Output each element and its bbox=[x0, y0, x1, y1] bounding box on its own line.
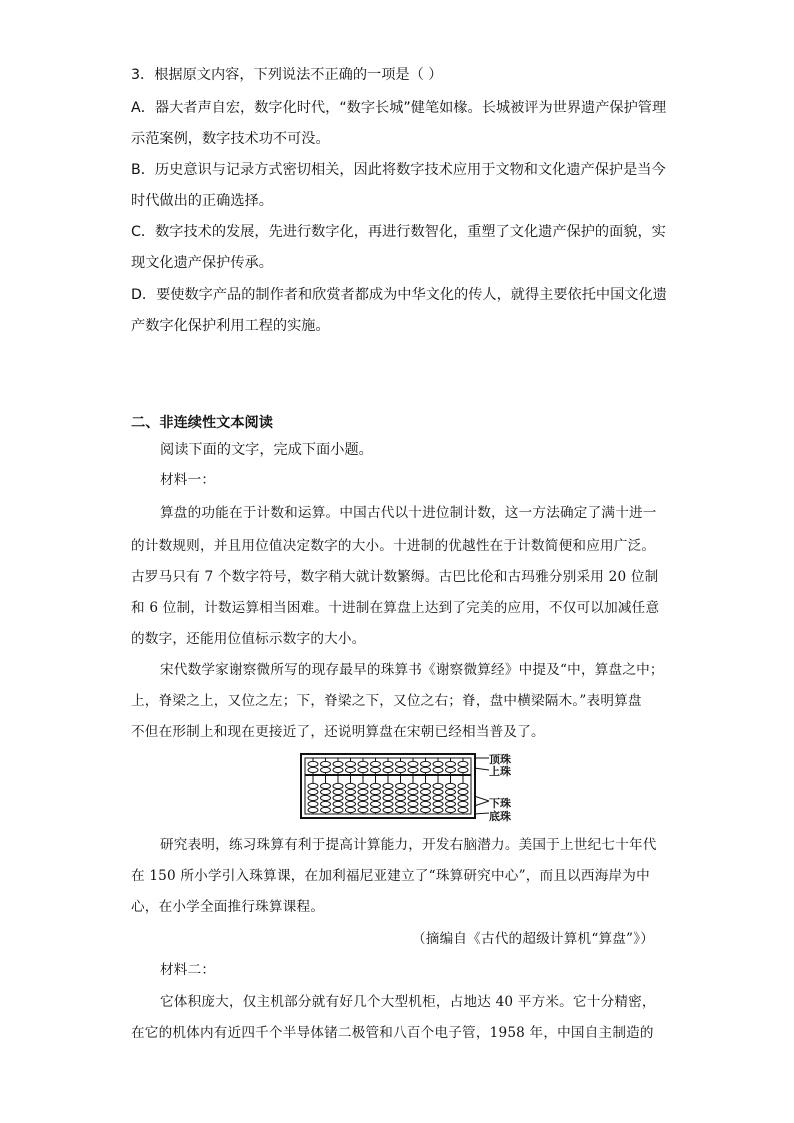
abacus-lower-bead bbox=[408, 789, 418, 794]
abacus-lower-bead bbox=[433, 783, 443, 788]
abacus-lower-bead bbox=[358, 801, 368, 806]
abacus-lower-bead bbox=[371, 795, 381, 800]
abacus-lower-bead bbox=[383, 789, 393, 794]
abacus-upper-bead bbox=[421, 767, 431, 772]
abacus-upper-bead bbox=[421, 761, 431, 766]
option-c-line-1: C．数字技术的发展，先进行数字化，再进行数智化，重塑了文化遗产保护的面貌，实 bbox=[131, 224, 666, 240]
abacus-lower-bead bbox=[408, 801, 418, 806]
abacus-upper-bead bbox=[396, 761, 406, 766]
material1-p1-l3: 古罗马只有 7 个数字符号，数字稍大就计数繁缛。古巴比伦和古玛雅分别采用 20 位制 bbox=[131, 569, 659, 585]
abacus-lower-bead bbox=[446, 783, 456, 788]
question-stem: 3．根据原文内容，下列说法不正确的一项是（ ） bbox=[131, 67, 443, 83]
label-bottom-bead: 底珠 bbox=[489, 810, 511, 823]
abacus-lower-bead bbox=[321, 783, 331, 788]
abacus-lower-bead bbox=[458, 783, 468, 788]
abacus-upper-bead bbox=[433, 761, 443, 766]
material1-p1-l4: 和 6 位制，计数运算相当困难。十进制在算盘上达到了完美的应用，不仅可以加减任意 bbox=[131, 600, 660, 616]
abacus-lower-bead bbox=[358, 783, 368, 788]
material1-p2-l3: 不但在形制上和现在更接近了，还说明算盘在宋朝已经相当普及了。 bbox=[131, 724, 545, 740]
abacus-upper-bead bbox=[346, 761, 356, 766]
abacus-lower-bead bbox=[408, 807, 418, 812]
abacus-lower-bead bbox=[308, 783, 318, 788]
abacus-lower-bead bbox=[371, 807, 381, 812]
abacus-lower-bead bbox=[346, 783, 356, 788]
section-instruction: 阅读下面的文字，完成下面小题。 bbox=[160, 442, 373, 458]
abacus-lower-bead bbox=[446, 807, 456, 812]
option-b-line-1: B．历史意识与记录方式密切相关，因此将数字技术应用于文物和文化遗产保护是当今 bbox=[131, 162, 666, 178]
abacus-lower-bead bbox=[396, 801, 406, 806]
abacus-lower-bead bbox=[421, 807, 431, 812]
material2-label: 材料二： bbox=[160, 962, 216, 978]
abacus-lower-bead bbox=[383, 783, 393, 788]
abacus-lower-bead bbox=[408, 783, 418, 788]
abacus-upper-bead bbox=[358, 761, 368, 766]
material1-label: 材料一： bbox=[160, 472, 216, 488]
material1-p3-l3: 心，在小学全面推行珠算课程。 bbox=[131, 899, 325, 915]
label-pointer-lines bbox=[474, 752, 490, 820]
label-lower-bead: 下珠 bbox=[489, 797, 511, 810]
abacus-lower-bead bbox=[346, 789, 356, 794]
abacus-lower-bead bbox=[371, 801, 381, 806]
abacus-lower-bead bbox=[383, 801, 393, 806]
abacus-upper-bead bbox=[408, 761, 418, 766]
abacus-lower-bead bbox=[383, 807, 393, 812]
abacus-lower-bead bbox=[321, 789, 331, 794]
material1-p1-l2: 的计数规则，并且用位值决定数字的大小。十进制的优越性在于计数简便和应用广泛。 bbox=[131, 538, 656, 554]
option-a-line-1: A．器大者声自宏，数字化时代，“数字长城”健笔如椽。长城被评为世界遗产保护管理 bbox=[131, 100, 667, 116]
abacus-figure bbox=[300, 753, 476, 819]
abacus-lower-bead bbox=[458, 801, 468, 806]
abacus-lower-bead bbox=[308, 789, 318, 794]
abacus-upper-bead bbox=[408, 767, 418, 772]
abacus-lower-bead bbox=[321, 807, 331, 812]
abacus-lower-bead bbox=[421, 801, 431, 806]
abacus-lower-bead bbox=[358, 807, 368, 812]
abacus-lower-bead bbox=[458, 807, 468, 812]
abacus-lower-bead bbox=[408, 795, 418, 800]
abacus-lower-bead bbox=[346, 795, 356, 800]
abacus-lower-bead bbox=[333, 795, 343, 800]
option-a-line-2: 示范案例，数字技术功不可没。 bbox=[131, 131, 330, 147]
abacus-upper-bead bbox=[458, 761, 468, 766]
abacus-lower-bead bbox=[396, 807, 406, 812]
abacus-lower-bead bbox=[421, 789, 431, 794]
option-d-line-2: 产数字化保护利用工程的实施。 bbox=[131, 318, 330, 334]
material1-p2-l2: 上，脊梁之上，又位之左；下，脊梁之下，又位之右；脊，盘中横梁隔木。”表明算盘 bbox=[131, 693, 642, 709]
abacus-upper-bead bbox=[308, 761, 318, 766]
abacus-upper-bead bbox=[446, 767, 456, 772]
abacus-upper-bead bbox=[321, 761, 331, 766]
abacus-lower-bead bbox=[308, 795, 318, 800]
abacus-lower-bead bbox=[383, 795, 393, 800]
abacus-lower-bead bbox=[446, 795, 456, 800]
abacus-lower-bead bbox=[333, 789, 343, 794]
abacus-upper-bead bbox=[358, 767, 368, 772]
option-d-line-1: D．要使数字产品的制作者和欣赏者都成为中华文化的传人，就得主要依托中国文化遗 bbox=[131, 287, 667, 303]
abacus-lower-bead bbox=[333, 783, 343, 788]
option-c-line-2: 现文化遗产保护传承。 bbox=[131, 255, 273, 271]
abacus-upper-bead bbox=[371, 761, 381, 766]
material2-p1-l1: 它体积庞大，仅主机部分就有好几个大型机柜，占地达 40 平方米。它十分精密， bbox=[160, 994, 656, 1010]
abacus-lower-bead bbox=[346, 807, 356, 812]
abacus-lower-bead bbox=[458, 795, 468, 800]
abacus-upper-bead bbox=[433, 767, 443, 772]
abacus-lower-bead bbox=[308, 807, 318, 812]
material1-p3-l2: 在 150 所小学引入珠算课，在加利福尼亚建立了“珠算研究中心”，而且以西海岸为中 bbox=[131, 868, 650, 884]
abacus-lower-bead bbox=[308, 801, 318, 806]
abacus-upper-bead bbox=[396, 767, 406, 772]
abacus-upper-bead bbox=[446, 761, 456, 766]
abacus-lower-bead bbox=[333, 801, 343, 806]
abacus-lower-bead bbox=[396, 783, 406, 788]
abacus-lower-bead bbox=[358, 789, 368, 794]
abacus-lower-bead bbox=[371, 789, 381, 794]
abacus-lower-bead bbox=[446, 789, 456, 794]
abacus-lower-bead bbox=[433, 807, 443, 812]
abacus-lower-bead bbox=[433, 789, 443, 794]
label-upper-bead: 上珠 bbox=[489, 765, 511, 778]
material1-p2-l1: 宋代数学家谢察微所写的现存最早的珠算书《谢察微算经》中提及“中，算盘之中； bbox=[160, 662, 664, 678]
abacus-upper-bead bbox=[458, 767, 468, 772]
option-b-line-2: 时代做出的正确选择。 bbox=[131, 193, 273, 209]
abacus-lower-bead bbox=[371, 783, 381, 788]
abacus-lower-bead bbox=[358, 795, 368, 800]
material1-p1-l1: 算盘的功能在于计数和运算。中国古代以十进位制计数，这一方法确定了满十进一 bbox=[160, 505, 657, 521]
abacus-lower-bead bbox=[421, 783, 431, 788]
section-heading: 二、非连续性文本阅读 bbox=[131, 415, 273, 431]
abacus-lower-bead bbox=[346, 801, 356, 806]
abacus-upper-bead bbox=[346, 767, 356, 772]
abacus-upper-bead bbox=[383, 767, 393, 772]
material1-p3-l1: 研究表明，练习珠算有利于提高计算能力，开发右脑潜力。美国于上世纪七十年代 bbox=[160, 837, 657, 853]
abacus-lower-bead bbox=[446, 801, 456, 806]
material1-source: （摘编自《古代的超级计算机“算盘”》） bbox=[412, 931, 654, 947]
abacus-lower-bead bbox=[396, 789, 406, 794]
abacus-upper-bead bbox=[371, 767, 381, 772]
abacus-lower-bead bbox=[458, 789, 468, 794]
abacus-lower-bead bbox=[433, 795, 443, 800]
abacus-lower-bead bbox=[421, 795, 431, 800]
abacus-upper-bead bbox=[383, 761, 393, 766]
abacus-lower-bead bbox=[321, 795, 331, 800]
label-top-bead: 顶珠 bbox=[489, 753, 511, 766]
abacus-lower-bead bbox=[333, 807, 343, 812]
abacus-upper-bead bbox=[333, 767, 343, 772]
material2-p1-l2: 在它的机体内有近四千个半导体锗二极管和八百个电子管，1958 年，中国自主制造的 bbox=[131, 1025, 654, 1041]
abacus-lower-bead bbox=[396, 795, 406, 800]
abacus-upper-bead bbox=[333, 761, 343, 766]
abacus-upper-bead bbox=[321, 767, 331, 772]
abacus-lower-bead bbox=[433, 801, 443, 806]
abacus-upper-bead bbox=[308, 767, 318, 772]
abacus-lower-bead bbox=[321, 801, 331, 806]
material1-p1-l5: 的数字，还能用位值标示数字的大小。 bbox=[131, 631, 366, 647]
